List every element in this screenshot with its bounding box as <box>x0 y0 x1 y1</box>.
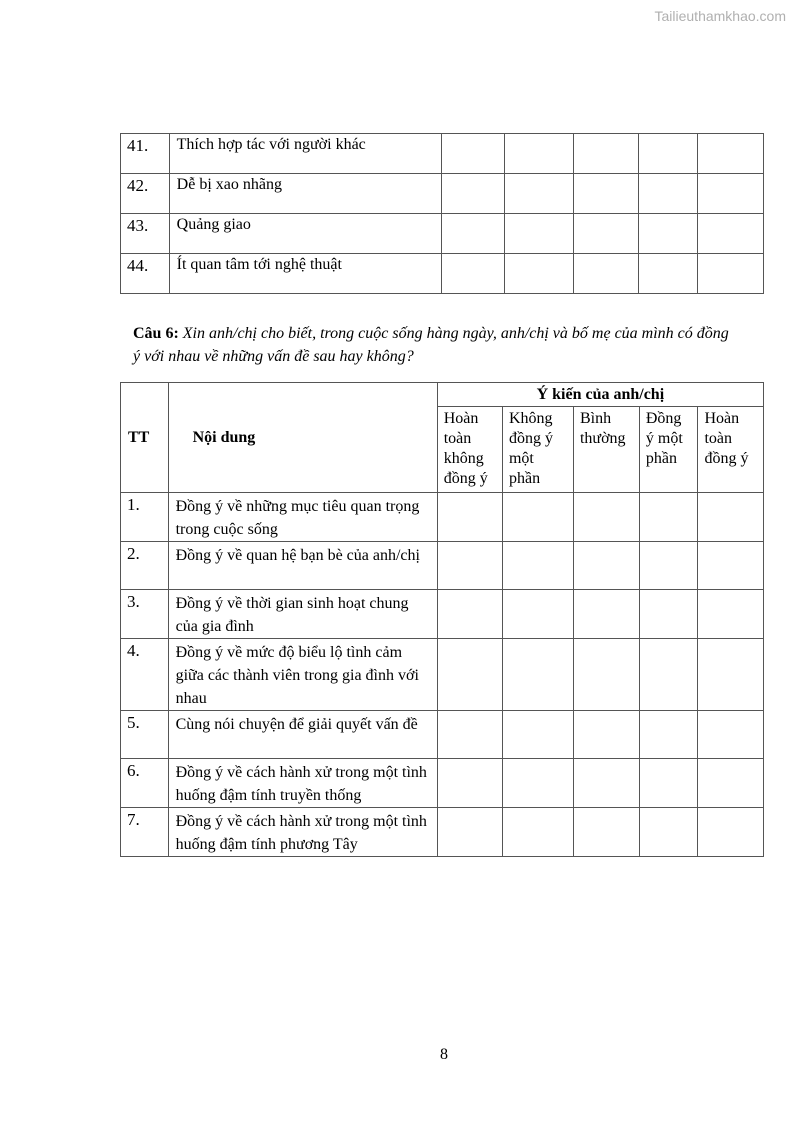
answer-cell[interactable] <box>639 542 698 590</box>
answer-cell[interactable] <box>698 759 764 808</box>
row-text: Đồng ý về những mục tiêu quan trọng trong cuộc sống <box>168 493 437 542</box>
header-row <box>121 383 764 407</box>
option-strongly-disagree: Hoàn toàn không đồng ý <box>437 407 502 493</box>
answer-cell[interactable] <box>698 134 764 174</box>
answer-cell[interactable] <box>573 759 639 808</box>
answer-cell[interactable] <box>573 808 639 857</box>
answer-cell[interactable] <box>502 542 573 590</box>
table-row <box>121 808 764 857</box>
answer-cell[interactable] <box>437 759 502 808</box>
answer-cell[interactable] <box>573 711 639 759</box>
row-number: 42. <box>121 174 170 214</box>
watermark: Tailieuthamkhao.com <box>654 8 786 24</box>
answer-cell[interactable] <box>573 639 639 711</box>
answer-cell[interactable] <box>638 134 697 174</box>
row-text: Cùng nói chuyện để giải quyết vấn đề <box>168 711 437 759</box>
question-6 <box>133 322 733 368</box>
row-text: Thích hợp tác với người khác <box>169 134 441 174</box>
table-row <box>121 542 764 590</box>
answer-cell[interactable] <box>505 174 574 214</box>
answer-cell[interactable] <box>698 493 764 542</box>
agreement-table <box>120 382 764 857</box>
row-number: 41. <box>121 134 170 174</box>
table-row <box>121 639 764 711</box>
option-strongly-agree: Hoàn toàn đồng ý <box>698 407 764 493</box>
row-number: 4. <box>121 639 169 711</box>
row-number: 3. <box>121 590 169 639</box>
table-row <box>121 759 764 808</box>
answer-cell[interactable] <box>437 590 502 639</box>
table-row <box>121 174 764 214</box>
answer-cell[interactable] <box>698 711 764 759</box>
question-text: Xin anh/chị cho biết, trong cuộc sống hàng ngày, anh/chị và bố mẹ của mình có đồng ý với nhau về những vấn đề sau hay không? <box>133 325 729 365</box>
answer-cell[interactable] <box>502 493 573 542</box>
answer-cell[interactable] <box>573 134 638 174</box>
answer-cell[interactable] <box>639 590 698 639</box>
option-partly-disagree: Không đồng ý một phần <box>502 407 573 493</box>
answer-cell[interactable] <box>442 254 505 294</box>
answer-cell[interactable] <box>698 590 764 639</box>
trait-table <box>120 133 764 294</box>
answer-cell[interactable] <box>639 808 698 857</box>
answer-cell[interactable] <box>437 639 502 711</box>
row-text: Quảng giao <box>169 214 441 254</box>
answer-cell[interactable] <box>698 214 764 254</box>
table-row <box>121 134 764 174</box>
answer-cell[interactable] <box>573 542 639 590</box>
answer-cell[interactable] <box>639 759 698 808</box>
option-partly-agree: Đồng ý một phần <box>639 407 698 493</box>
row-text: Đồng ý về quan hệ bạn bè của anh/chị <box>168 542 437 590</box>
option-neutral: Bình thường <box>573 407 639 493</box>
answer-cell[interactable] <box>573 590 639 639</box>
table-row <box>121 711 764 759</box>
answer-cell[interactable] <box>638 174 697 214</box>
page-number: 8 <box>440 1046 448 1063</box>
row-number: 44. <box>121 254 170 294</box>
answer-cell[interactable] <box>573 214 638 254</box>
answer-cell[interactable] <box>502 590 573 639</box>
answer-cell[interactable] <box>437 542 502 590</box>
row-number: 7. <box>121 808 169 857</box>
row-text: Ít quan tâm tới nghệ thuật <box>169 254 441 294</box>
answer-cell[interactable] <box>502 639 573 711</box>
row-number: 1. <box>121 493 169 542</box>
answer-cell[interactable] <box>639 711 698 759</box>
table-row <box>121 590 764 639</box>
answer-cell[interactable] <box>638 214 697 254</box>
answer-cell[interactable] <box>505 214 574 254</box>
table-row <box>121 493 764 542</box>
answer-cell[interactable] <box>698 254 764 294</box>
table-row <box>121 254 764 294</box>
header-opinion-group: Ý kiến của anh/chị <box>437 383 763 407</box>
row-number: 2. <box>121 542 169 590</box>
header-tt: TT <box>121 383 169 493</box>
answer-cell[interactable] <box>437 493 502 542</box>
answer-cell[interactable] <box>573 254 638 294</box>
row-number: 6. <box>121 759 169 808</box>
question-label: Câu 6: <box>133 325 179 342</box>
row-text: Đồng ý về cách hành xử trong một tình huống đậm tính phương Tây <box>168 808 437 857</box>
answer-cell[interactable] <box>442 214 505 254</box>
answer-cell[interactable] <box>698 808 764 857</box>
answer-cell[interactable] <box>505 254 574 294</box>
answer-cell[interactable] <box>698 174 764 214</box>
answer-cell[interactable] <box>573 493 639 542</box>
answer-cell[interactable] <box>442 134 505 174</box>
row-number: 43. <box>121 214 170 254</box>
answer-cell[interactable] <box>502 808 573 857</box>
answer-cell[interactable] <box>573 174 638 214</box>
answer-cell[interactable] <box>639 639 698 711</box>
row-text: Đồng ý về mức độ biểu lộ tình cảm giữa các thành viên trong gia đình với nhau <box>168 639 437 711</box>
answer-cell[interactable] <box>638 254 697 294</box>
table-row <box>121 214 764 254</box>
answer-cell[interactable] <box>437 711 502 759</box>
answer-cell[interactable] <box>505 134 574 174</box>
answer-cell[interactable] <box>502 711 573 759</box>
header-content: Nội dung <box>168 383 437 493</box>
answer-cell[interactable] <box>698 639 764 711</box>
answer-cell[interactable] <box>639 493 698 542</box>
answer-cell[interactable] <box>442 174 505 214</box>
row-text: Dễ bị xao nhãng <box>169 174 441 214</box>
answer-cell[interactable] <box>437 808 502 857</box>
row-number: 5. <box>121 711 169 759</box>
row-text: Đồng ý về thời gian sinh hoạt chung của gia đình <box>168 590 437 639</box>
answer-cell[interactable] <box>502 759 573 808</box>
answer-cell[interactable] <box>698 542 764 590</box>
row-text: Đồng ý về cách hành xử trong một tình huống đậm tính truyền thống <box>168 759 437 808</box>
